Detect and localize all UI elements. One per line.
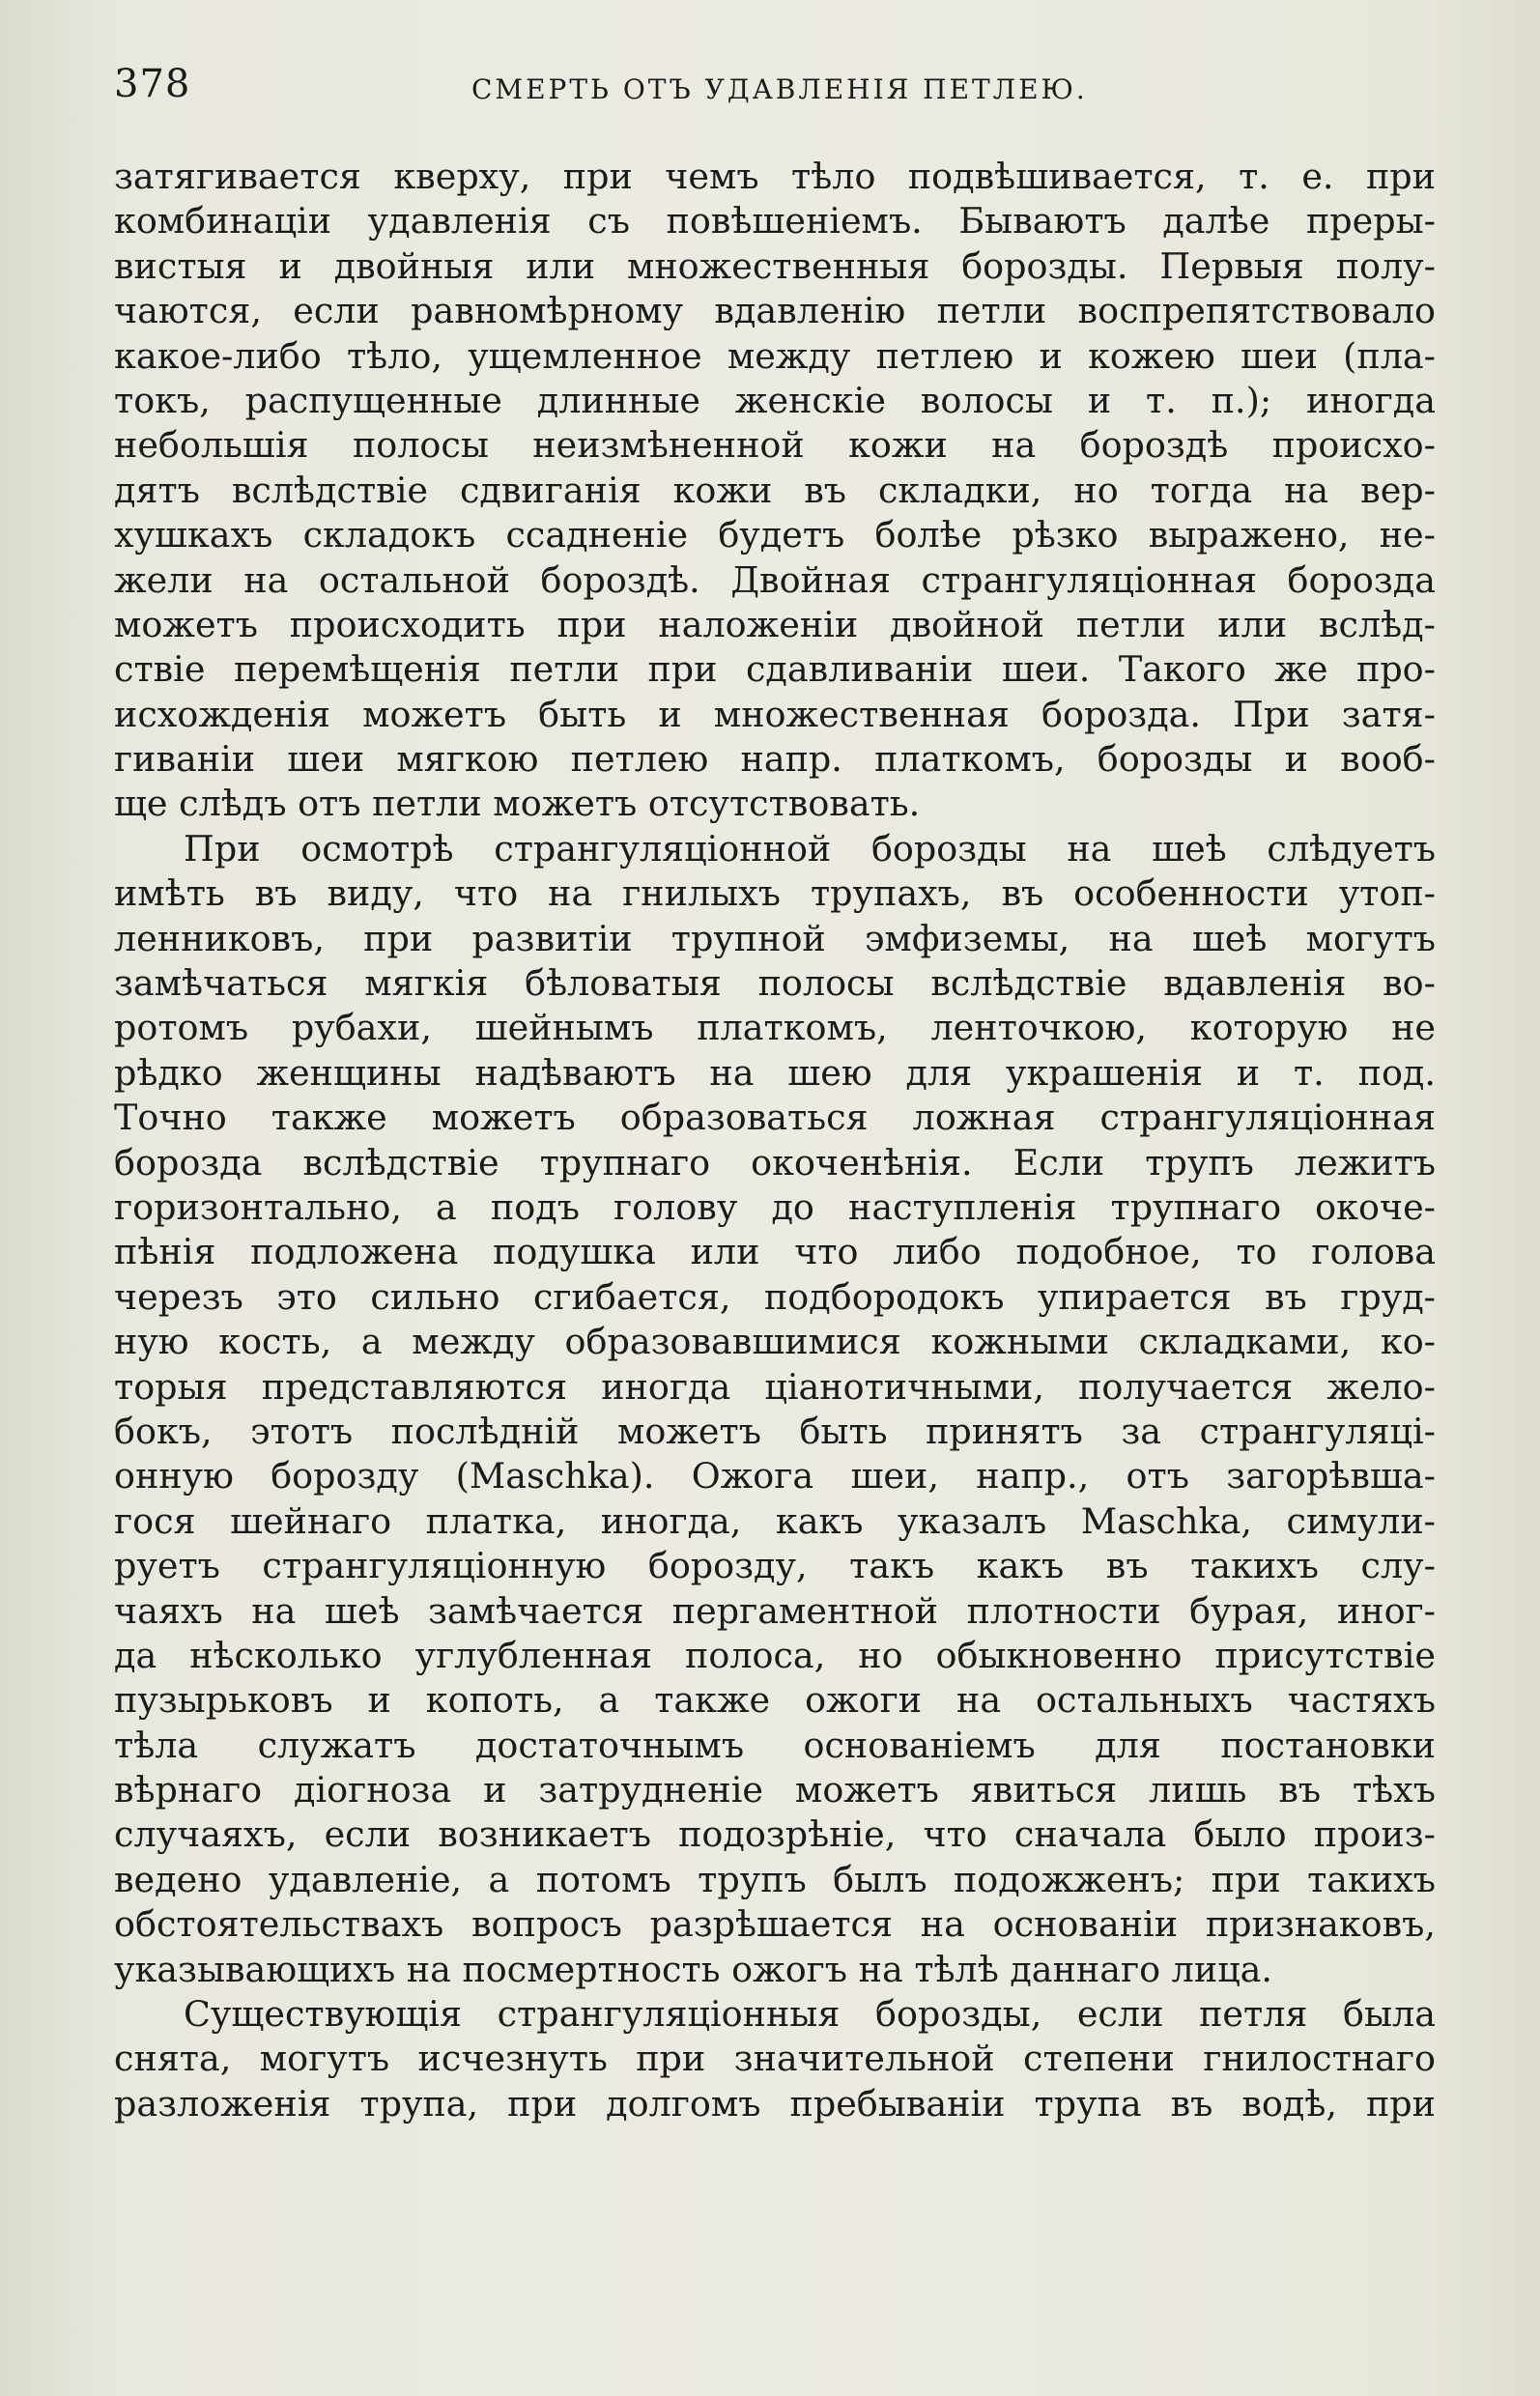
text-line: вистыя и двойныя или множественныя борозды. Первыя полу- — [114, 244, 1436, 287]
body-text — [114, 155, 1436, 2126]
paragraph-start-line: При осмотрѣ странгуляціонной борозды на шеѣ слѣдуетъ — [184, 827, 1436, 870]
text-line: чаяхъ на шеѣ замѣчается пергаментной плотности бурая, иног- — [114, 1589, 1436, 1632]
text-line: имѣть въ виду, что на гнилыхъ трупахъ, въ особенности утоп- — [114, 872, 1436, 915]
text-line: рѣдко женщины надѣваютъ на шею для украшенія и т. под. — [114, 1051, 1436, 1094]
running-title: СМЕРТЬ ОТЪ УДАВЛЕНІЯ ПЕТЛЕЮ. — [471, 73, 1088, 105]
text-line: вѣрнаго діогноза и затрудненіе можетъ явиться лишь въ тѣхъ — [114, 1769, 1436, 1811]
page-number: 378 — [114, 62, 191, 106]
page-header — [114, 62, 1438, 120]
text-line: чаются, если равномѣрному вдавленію петли воспрепятствовало — [114, 290, 1436, 332]
text-line: комбинаціи удавленія съ повѣшеніемъ. Бываютъ далѣе преры- — [114, 200, 1436, 242]
text-line: горизонтально, а подъ голову до наступленія трупнаго окоче- — [114, 1185, 1436, 1228]
text-line: небольшія полосы неизмѣненной кожи на бороздѣ происхо- — [114, 424, 1436, 467]
text-line: исхожденія можетъ быть и множественная борозда. При затя- — [114, 693, 1436, 735]
text-line: пузырьковъ и копоть, а также ожоги на остальныхъ частяхъ — [114, 1679, 1436, 1722]
text-line: бокъ, этотъ послѣдній можетъ быть принятъ за странгуляці- — [114, 1410, 1436, 1452]
text-line: пѣнія подложена подушка или что либо подобное, то голова — [114, 1231, 1436, 1273]
text-line: гиваніи шеи мягкою петлею напр. платкомъ, борозды и вооб- — [114, 738, 1436, 781]
text-line: черезъ это сильно сгибается, подбородокъ упирается въ груд- — [114, 1275, 1436, 1318]
paragraph-end-line: указывающихъ на посмертность ожогъ на тѣлѣ даннаго лица. — [114, 1948, 1273, 1990]
text-line: затягивается кверху, при чемъ тѣло подвѣшивается, т. е. при — [114, 156, 1436, 197]
text-line: ленниковъ, при развитіи трупной эмфиземы, на шеѣ могутъ — [114, 917, 1436, 959]
text-line: обстоятельствахъ вопросъ разрѣшается на основаніи признаковъ, — [114, 1903, 1436, 1946]
text-line: снята, могутъ исчезнуть при значительной степени гнилостнаго — [114, 2038, 1436, 2080]
paragraph-end-line: ще слѣдъ отъ петли можетъ отсутствовать. — [114, 783, 921, 825]
text-line: да нѣсколько углубленная полоса, но обыкновенно присутствіе — [114, 1634, 1436, 1676]
text-line: тѣла служатъ достаточнымъ основаніемъ для постановки — [114, 1724, 1436, 1766]
text-line: токъ, распущенные длинные женскіе волосы и т. п.); иногда — [114, 379, 1436, 421]
text-line: разложенія трупа, при долгомъ пребываніи трупа въ водѣ, при — [114, 2082, 1436, 2125]
text-line: дятъ вслѣдствіе сдвиганія кожи въ складки, но тогда на вер- — [114, 469, 1436, 511]
text-line: замѣчаться мягкія бѣловатыя полосы вслѣдствіе вдавленія во- — [114, 962, 1436, 1005]
text-line: гося шейнаго платка, иногда, какъ указалъ Maschka, симули- — [114, 1499, 1436, 1542]
text-line: борозда вслѣдствіе трупнаго окоченѣнія. Если трупъ лежитъ — [114, 1141, 1436, 1184]
text-line: руетъ странгуляціонную борозду, такъ какъ въ такихъ слу- — [114, 1545, 1436, 1587]
text-line: хушкахъ складокъ ссадненіе будетъ болѣе рѣзко выражено, не- — [114, 514, 1436, 556]
text-line: Точно также можетъ образоваться ложная странгуляціонная — [114, 1097, 1436, 1139]
text-line: ную кость, а между образовавшимися кожными складками, ко- — [114, 1321, 1436, 1363]
text-line: жели на остальной бороздѣ. Двойная странгуляціонная борозда — [114, 558, 1436, 601]
text-line: можетъ происходить при наложеніи двойной петли или вслѣд- — [114, 603, 1436, 645]
text-line: какое-либо тѣло, ущемленное между петлею и кожею шеи (пла- — [114, 334, 1436, 377]
text-line: ротомъ рубахи, шейнымъ платкомъ, ленточкою, которую не — [114, 1007, 1436, 1049]
text-line: ствіе перемѣщенія петли при сдавливаніи шеи. Такого же про- — [114, 648, 1436, 691]
text-line: случаяхъ, если возникаетъ подозрѣніе, что сначала было произ- — [114, 1813, 1436, 1856]
text-line: ведено удавленіе, а потомъ трупъ былъ подожженъ; при такихъ — [114, 1858, 1436, 1900]
paragraph-start-line: Существующія странгуляціонныя борозды, если петля была — [184, 1993, 1436, 2036]
text-line: онную борозду (Maschka). Ожога шеи, напр., отъ загорѣвша- — [114, 1455, 1436, 1498]
text-line: торыя представляются иногда ціанотичными, получается жело- — [114, 1365, 1436, 1408]
